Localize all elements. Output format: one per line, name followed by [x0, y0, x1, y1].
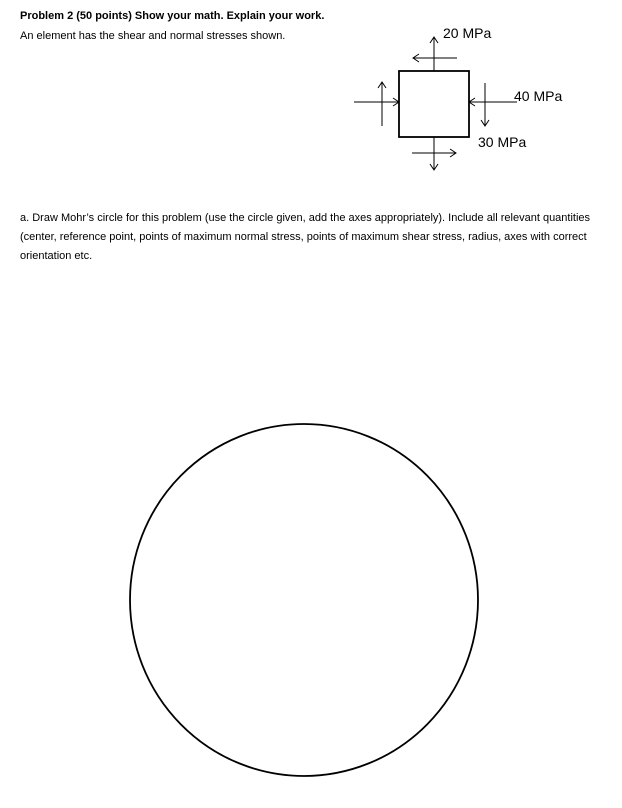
part-a-question: a. Draw Mohr’s circle for this problem (use the circle given, add the axes appropriately). Include all relevant quantities (center, reference point, points of maximum normal stress, points of maximum shear stress, radius, axes with correct orientation etc.	[20, 212, 591, 262]
stress-element-square	[399, 71, 469, 137]
left-shear-arrow	[378, 82, 386, 126]
left-normal-stress-arrow	[354, 98, 399, 106]
problem-statement: An element has the shear and normal stresses shown.	[20, 30, 286, 42]
problem-title: Problem 2 (50 points) Show your math. Explain your work.	[20, 10, 325, 22]
top-normal-stress-arrow	[430, 37, 438, 71]
right-normal-stress-arrow	[469, 98, 517, 106]
mohr-circle-outline	[130, 424, 478, 776]
mohr-circle-blank	[120, 414, 490, 784]
label-shear-stress: 30 MPa	[478, 134, 527, 150]
top-shear-arrow	[413, 54, 457, 62]
label-right-stress: 40 MPa	[514, 88, 563, 104]
right-shear-arrow	[481, 83, 489, 126]
label-top-stress: 20 MPa	[443, 25, 492, 41]
stress-element-diagram	[0, 0, 622, 200]
